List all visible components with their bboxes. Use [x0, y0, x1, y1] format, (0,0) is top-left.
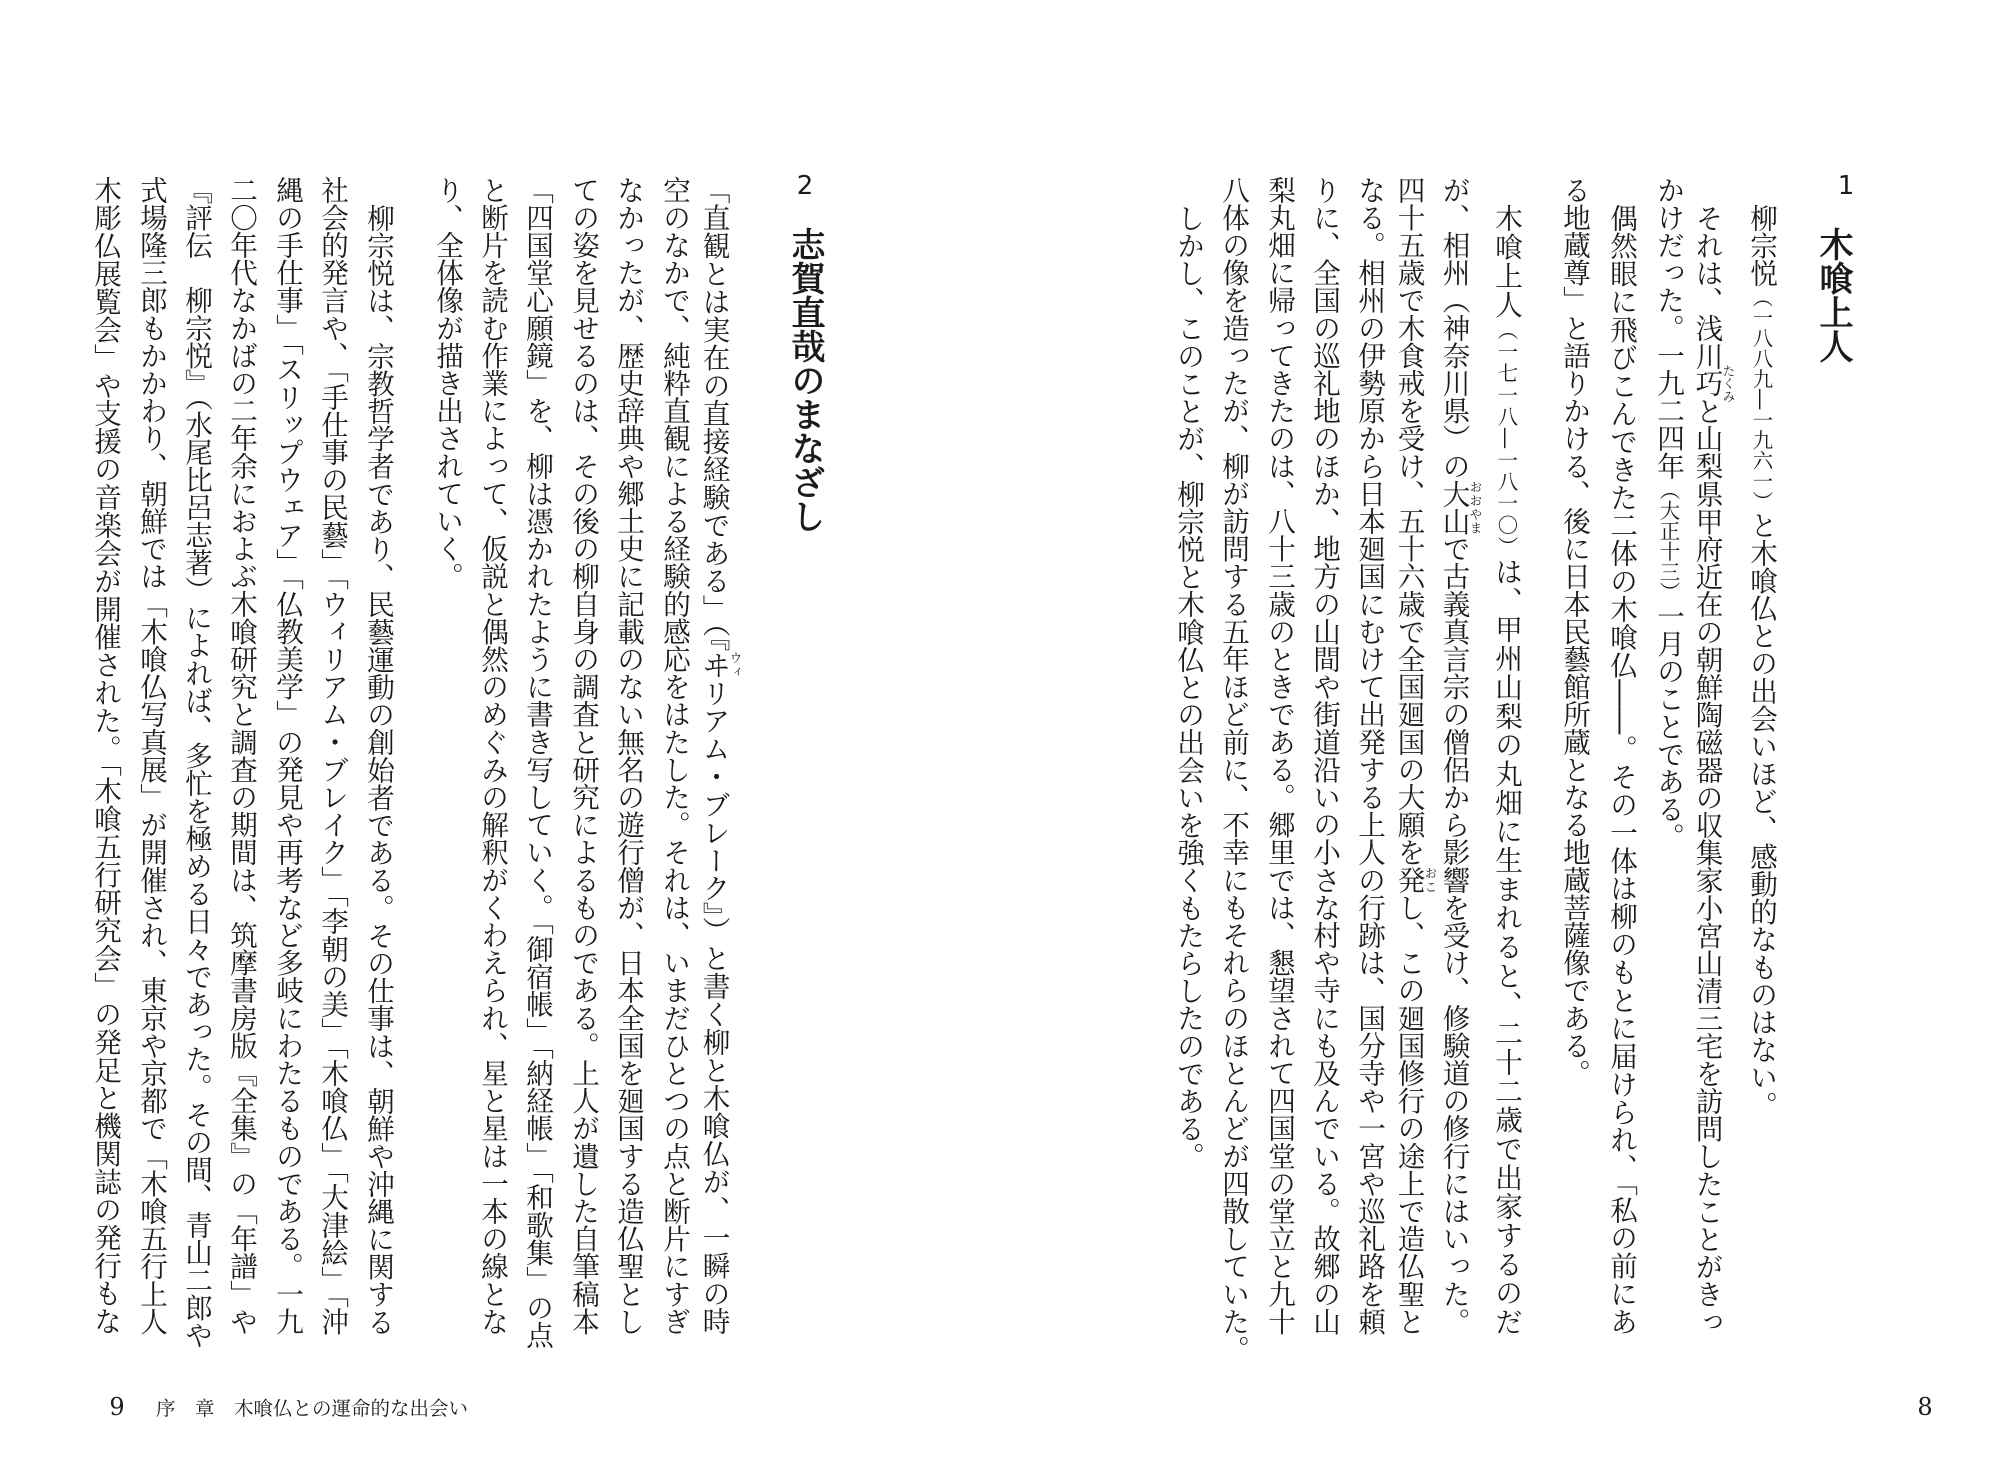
- text-segment: それは、浅川: [1690, 203, 1724, 370]
- text-segment: 木喰上人: [1490, 203, 1523, 319]
- ruby-annotation: [697, 651, 743, 679]
- text-segment: 四十五歳で木食戒を受け、五十六歳で全国廻国の大願を: [1392, 176, 1426, 866]
- ruby-annotation: [1392, 866, 1438, 894]
- text-line: [1739, 176, 1783, 1335]
- parenthetical-note: （一八八九―一九六一）: [1749, 286, 1773, 512]
- text-line: [698, 176, 742, 1335]
- ruby-base: 大山: [1437, 479, 1471, 535]
- section-title: 志賀直哉のまなざし: [785, 227, 825, 533]
- text-line: [1347, 176, 1391, 1335]
- text-line: [606, 176, 650, 1335]
- text-line: [561, 176, 605, 1335]
- text-segment: が、相州（神奈川県）の: [1437, 176, 1471, 480]
- text-line: [652, 176, 696, 1335]
- text-line: [1257, 176, 1301, 1335]
- text-line: [425, 176, 469, 1335]
- text-segment: 八体の像を造ったが、柳が訪問する五年ほど前に、不幸にもそれらのほとんどが四散していた。: [1217, 176, 1250, 1363]
- text-line: [1438, 176, 1482, 1335]
- text-line: [1211, 176, 1255, 1363]
- text-segment: る地蔵尊」と語りかける、後に日本民藝館所蔵となる地蔵菩薩像である。: [1558, 176, 1591, 1087]
- text-line: [1393, 176, 1437, 1335]
- text-line: [470, 176, 514, 1335]
- text-segment: 「四国堂心願鏡」を、柳は憑かれたように書き写していく。「御宿帳」「納経帳」「和歌集」の点: [521, 176, 554, 1349]
- text-segment: 一月のことである。: [1652, 602, 1685, 851]
- text-segment: は、甲州山梨の丸畑に生まれると、二十二歳で出家するのだ: [1490, 557, 1523, 1336]
- ruby-reading: おおやま: [1467, 479, 1483, 535]
- text-segment: し、この廻国修行の途上で造仏聖と: [1392, 893, 1426, 1336]
- text-line: [1302, 176, 1346, 1335]
- text-segment: 梨丸畑に帰ってきたのは、八十三歳のときである。郷里では、懇望されて四国堂の堂立と九十: [1263, 176, 1296, 1336]
- text-segment: と木喰仏との出会いほど、感動的なものはない。: [1745, 511, 1778, 1119]
- text-line: [1646, 176, 1690, 1335]
- ruby-base: ヰ: [697, 651, 731, 679]
- ruby-annotation: [1437, 479, 1483, 535]
- text-segment: りに、全国の巡礼地のほか、地方の山間や街道沿いの小さな村や寺にも及んでいる。故郷の山: [1308, 176, 1341, 1336]
- ruby-base: 巧: [1690, 363, 1724, 403]
- text-segment: 縄の手仕事」「スリップウェア」「仏教美学」の発見や再考など多岐にわたるものである。一九: [271, 176, 304, 1336]
- text-segment: と山梨県甲府近在の朝鮮陶磁器の収集家小宮山清三宅を訪問したことがきっ: [1690, 396, 1724, 1336]
- ruby-reading: たくみ: [1720, 363, 1736, 403]
- text-line: [83, 176, 127, 1335]
- text-segment: ての姿を見せるのは、その後の柳自身の調査と研究によるものである。上人が遺した自筆稿本: [567, 176, 600, 1336]
- ruby-base: 発: [1392, 866, 1426, 894]
- page-number: 9: [109, 1393, 125, 1421]
- section-number: 1: [1837, 171, 1855, 201]
- parenthetical-note: （大正十三）: [1656, 479, 1680, 603]
- text-line: [1599, 176, 1643, 1335]
- text-line: [129, 176, 173, 1335]
- text-segment: と断片を読む作業によって、仮説と偶然のめぐみの解釈がくわえられ、星と星は一本の線とな: [476, 176, 509, 1336]
- text-segment: 『評伝 柳宗悦』（水尾比呂志著）によれば、多忙を極める日々であった。その間、青山二郎や: [180, 176, 213, 1349]
- text-segment: しかし、このことが、柳宗悦と木喰仏との出会いを強くもたらしたのである。: [1172, 203, 1205, 1170]
- text-line: [1691, 176, 1735, 1335]
- section-title: 木喰上人: [1813, 227, 1853, 363]
- text-line: [1166, 176, 1210, 1335]
- section-number: 2: [796, 171, 814, 201]
- text-line: [174, 176, 218, 1349]
- text-line: [1552, 176, 1596, 1335]
- text-segment: で古義真言宗の僧侶から影響を受け、修験道の修行にはいった。: [1437, 534, 1471, 1336]
- ruby-reading: ウィ: [727, 651, 743, 679]
- text-segment: 二〇年代なかばの二年余におよぶ木喰研究と調査の期間は、筑摩書房版『全集』の「年譜」や: [225, 176, 258, 1336]
- text-line: [310, 176, 354, 1335]
- text-segment: 式場隆三郎もかかわり、朝鮮では「木喰仏写真展」が開催され、東京や京都で「木喰五行上人: [135, 176, 168, 1336]
- page-number: 8: [1917, 1393, 1933, 1421]
- text-segment: 社会的発言や、「手仕事の民藝」「ウィリアム・ブレイク」「李朝の美」「木喰仏」「大津絵」「沖: [316, 176, 349, 1336]
- text-segment: 空のなかで、純粋直観による経験的感応をはたした。それは、いまだひとつの点と断片にすぎ: [658, 176, 691, 1336]
- text-segment: なる。相州の伊勢原から日本廻国にむけて出発する上人の行跡は、国分寺や一宮や巡礼路を頼: [1353, 176, 1386, 1336]
- parenthetical-note: （一七一八―一八一〇）: [1494, 319, 1518, 558]
- ruby-reading: おこ: [1422, 866, 1438, 894]
- text-segment: なかったが、歴史辞典や郷土史に記載のない無名の遊行僧が、日本全国を廻国する造仏聖とし: [612, 176, 645, 1336]
- text-line: [515, 176, 559, 1349]
- text-segment: 木彫仏展覧会」や支援の音楽会が開催された。「木喰五行研究会」の発足と機関誌の発行もな: [89, 176, 122, 1335]
- text-segment: リアム・ブレーク』）と書く柳と木喰仏が、一瞬の時: [697, 678, 731, 1336]
- text-line: [356, 176, 400, 1335]
- text-line: [1484, 176, 1528, 1335]
- right-page: [1008, 0, 2016, 1480]
- text-segment: 柳宗悦は、宗教哲学者であり、民藝運動の創始者である。その仕事は、朝鮮や沖縄に関する: [362, 203, 395, 1336]
- text-segment: 柳宗悦: [1745, 203, 1778, 287]
- text-segment: かけだった。一九二四年: [1652, 176, 1685, 480]
- text-line: [265, 176, 309, 1335]
- text-segment: り、全体像が描き出されていく。: [431, 176, 464, 590]
- text-line: [219, 176, 263, 1335]
- text-segment: 偶然眼に飛びこんできた二体の木喰仏――。その一体は柳のもとに届けられ、「私の前にあ: [1605, 203, 1638, 1335]
- ruby-annotation: [1690, 363, 1736, 403]
- text-segment: 「直観とは実在の直接経験である」（『: [697, 176, 731, 652]
- running-head: 序 章 木喰仏との運命的な出会い: [156, 1397, 469, 1420]
